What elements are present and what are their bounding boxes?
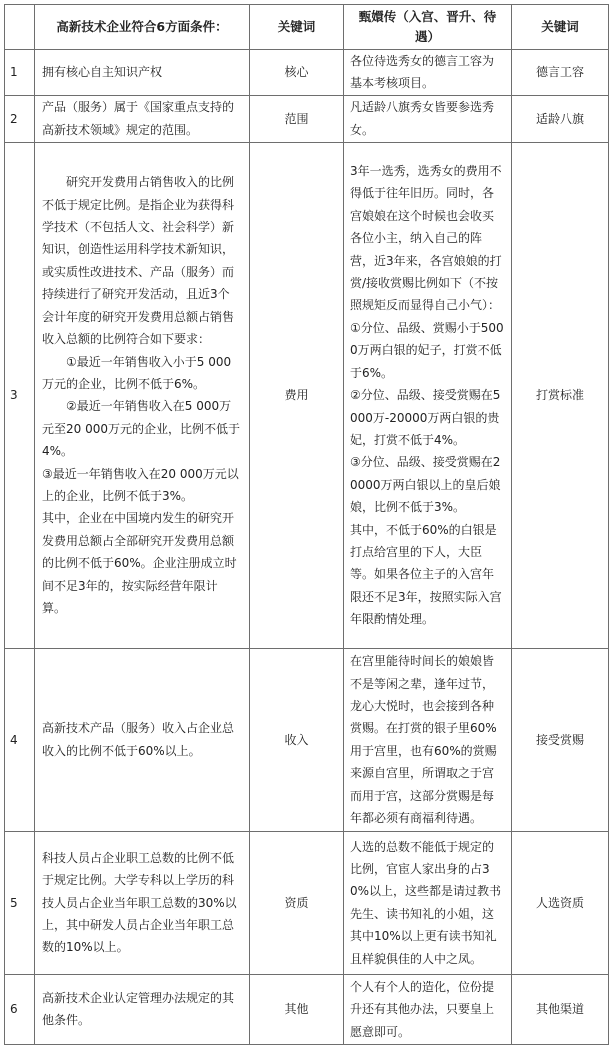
condition-text: ②最近一年销售收入在5 000万元至20 000万元的企业，比例不低于4%。 xyxy=(42,399,240,459)
row-number: 4 xyxy=(5,648,35,831)
header-condition: 高新技术企业符合6方面条件： xyxy=(35,5,250,50)
condition-text: ③最近一年销售收入在20 000万元以上的企业，比例不低于3%。 xyxy=(42,466,239,503)
condition-text: 研究开发费用占销售收入的比例不低于规定比例。是指企业为获得科学技术（不包括人文、社会科学）新知识，创造性运用科学技术新知识，或实质性改进技术、产品（服务）而持续进行了研究开发活动，且近3个会计年度的研究开发费用总额占销售收入总额的比例符合如下要求： xyxy=(42,175,235,347)
description-cell xyxy=(344,95,512,142)
header-description: 甄嬛传（入宫、晋升、待遇） xyxy=(344,5,512,50)
description-text: 在宫里能待时间长的娘娘皆不是等闲之辈，逢年过节，龙心大悦时，也会接到各种赏赐。在打赏的银子里60%用于宫里，也有60%的赏赐来源自宫里，所谓取之于宫而用于宫，这部分赏赐是每年都必须有商福利待遇。 xyxy=(350,654,497,826)
condition-cell xyxy=(35,142,250,648)
keyword-cell: 其他渠道 xyxy=(512,974,609,1044)
table-row xyxy=(5,974,609,1044)
condition-text: 产品（服务）属于《国家重点支持的高新技术领域》规定的范围。 xyxy=(42,100,235,137)
table-row xyxy=(5,142,609,648)
keyword-cell: 费用 xyxy=(250,142,344,648)
comparison-table xyxy=(4,4,609,1045)
condition-cell xyxy=(35,974,250,1044)
condition-text: 高新技术产品（服务）收入占企业总收入的比例不低于60%以上。 xyxy=(42,721,235,758)
description-text: 凡适龄八旗秀女皆要参选秀女。 xyxy=(350,100,495,137)
description-text: 个人有个人的造化，位份提升还有其他办法，只要皇上愿意即可。 xyxy=(350,979,495,1039)
row-number: 2 xyxy=(5,95,35,142)
row-number: 1 xyxy=(5,50,35,96)
description-text: ③分位、品级、接受赏赐在20000万两白银以上的皇后娘娘，比例不低于3%。 xyxy=(350,455,501,515)
keyword-cell: 人选资质 xyxy=(512,831,609,974)
description-text: 人选的总数不能低于规定的比例，官宦人家出身的占30%以上，这些都是请过教书先生、读书知礼的小姐，这其中10%以上更有读书知礼且样貌俱佳的人中之凤。 xyxy=(350,839,502,966)
table-row xyxy=(5,648,609,831)
condition-text: ①最近一年销售收入小于5 000万元的企业，比例不低于6%。 xyxy=(42,354,232,391)
condition-cell xyxy=(35,831,250,974)
table-row xyxy=(5,50,609,96)
keyword-cell: 德言工容 xyxy=(512,50,609,96)
table-row xyxy=(5,831,609,974)
condition-cell xyxy=(35,648,250,831)
header-num xyxy=(5,5,35,50)
header-keyword-1: 关键词 xyxy=(250,5,344,50)
description-text: ①分位、品级、赏赐小于5000万两白银的妃子，打赏不低于6%。 xyxy=(350,320,504,380)
description-text: ②分位、品级、接受赏赐在5000万-20000万两白银的贵妃，打赏不低于4%。 xyxy=(350,388,501,447)
description-cell xyxy=(344,648,512,831)
description-text: 3年一选秀，选秀女的费用不得低于往年旧历。同时，各宫娘娘在这个时候也会收买各位小主，纳入自己的阵营，近3年来，各宫娘娘的打赏/接收赏赐比例如下（不按照规矩反而显得自己小气）： xyxy=(350,164,502,313)
condition-text: 科技人员占企业职工总数的比例不低于规定比例。大学专科以上学历的科技人员占企业当年职工总数的30%以上，其中研发人员占企业当年职工总数的10%以上。 xyxy=(42,850,237,955)
row-number: 6 xyxy=(5,974,35,1044)
row-number: 5 xyxy=(5,831,35,974)
description-cell xyxy=(344,50,512,96)
header-keyword-2: 关键词 xyxy=(512,5,609,50)
description-text: 其中，不低于60%的白银是打点给宫里的下人，大臣等。如果各位主子的入宫年限还不足3年，按照实际入宫年限酌情处理。 xyxy=(350,522,502,627)
description-cell xyxy=(344,974,512,1044)
condition-cell xyxy=(35,95,250,142)
keyword-cell: 接受赏赐 xyxy=(512,648,609,831)
description-cell xyxy=(344,142,512,648)
condition-text: 高新技术企业认定管理办法规定的其他条件。 xyxy=(42,990,235,1028)
header-row xyxy=(5,5,609,50)
keyword-cell: 其他 xyxy=(250,974,344,1044)
keyword-cell: 资质 xyxy=(250,831,344,974)
table-row xyxy=(5,95,609,142)
description-cell xyxy=(344,831,512,974)
keyword-cell: 核心 xyxy=(250,50,344,96)
keyword-cell: 打赏标准 xyxy=(512,142,609,648)
condition-text: 其中，企业在中国境内发生的研究开发费用总额占全部研究开发费用总额的比例不低于60%。企业注册成立时间不足3年的，按实际经营年限计算。 xyxy=(42,511,237,615)
description-text: 各位待选秀女的德言工容为基本考核项目。 xyxy=(350,54,495,91)
condition-cell xyxy=(35,50,250,96)
keyword-cell: 适龄八旗 xyxy=(512,95,609,142)
condition-text: 拥有核心自主知识产权 xyxy=(42,65,163,80)
row-number: 3 xyxy=(5,142,35,648)
keyword-cell: 收入 xyxy=(250,648,344,831)
keyword-cell: 范围 xyxy=(250,95,344,142)
